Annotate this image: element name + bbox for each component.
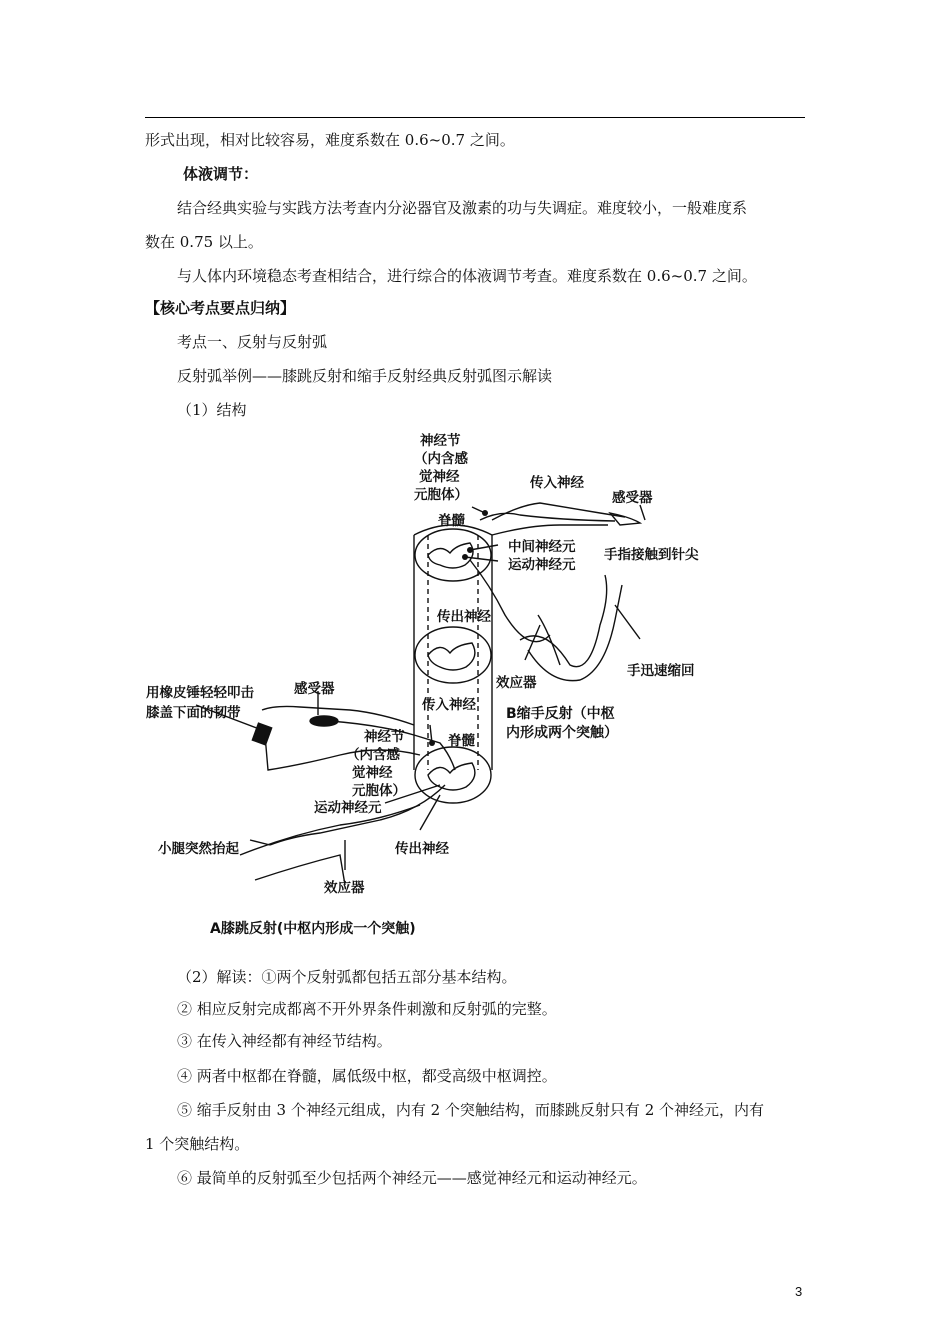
after-line-2: ② 相应反射完成都离不开外界条件刺激和反射弧的完整。 — [177, 1000, 557, 1018]
b-inter-label: 中间神经元 — [508, 539, 576, 555]
a-hammer-label-0: 用橡皮锤轻轻叩击 — [146, 685, 254, 701]
text-line-5: 与人体内环境稳态考查相结合，进行综合的体液调节考查。难度系数在 0.6~0.7 之间。 — [177, 267, 757, 285]
b-motor-label: 运动神经元 — [508, 557, 576, 573]
page-number: 3 — [795, 1284, 803, 1299]
a-ganglion-label-2: 觉神经 — [352, 765, 393, 781]
reflex-arc-figure — [0, 425, 950, 945]
b-afferent-label: 传入神经 — [530, 475, 584, 491]
b-withdraw-label: 手迅速缩回 — [627, 663, 695, 679]
b-efferent-label: 传出神经 — [437, 609, 491, 625]
section-heading-humoral: 体液调节： — [183, 165, 259, 183]
after-line-6: 1 个突触结构。 — [145, 1135, 250, 1153]
after-line-4: ④ 两者中枢都在脊髓，属低级中枢，都受高级中枢调控。 — [177, 1067, 557, 1085]
text-line-9: （1）结构 — [177, 401, 247, 419]
text-line-8: 反射弧举例——膝跳反射和缩手反射经典反射弧图示解读 — [177, 367, 553, 385]
b-caption-0: B缩手反射（中枢 — [506, 706, 615, 722]
b-ganglion-label-0: 神经节 — [420, 433, 461, 449]
header-rule — [145, 117, 805, 118]
text-line-4: 数在 0.75 以上。 — [145, 233, 263, 251]
text-line-7: 考点一、反射与反射弧 — [177, 333, 328, 351]
a-receptor-label: 感受器 — [294, 681, 335, 697]
text-line-1: 形式出现，相对比较容易，难度系数在 0.6~0.7 之间。 — [145, 131, 515, 149]
b-finger-label: 手指接触到针尖 — [604, 547, 699, 563]
b-ganglion-label-1: （内含感 — [414, 451, 468, 467]
a-afferent-label: 传入神经 — [422, 697, 476, 713]
after-line-3: ③ 在传入神经都有神经节结构。 — [177, 1032, 392, 1050]
a-effector-label: 效应器 — [324, 880, 365, 896]
a-motor-label: 运动神经元 — [314, 800, 382, 816]
a-efferent-label: 传出神经 — [395, 841, 449, 857]
a-caption: A膝跳反射(中枢内形成一个突触) — [210, 921, 416, 937]
after-line-7: ⑥ 最简单的反射弧至少包括两个神经元——感觉神经元和运动神经元。 — [177, 1169, 647, 1187]
b-ganglion-label-3: 元胞体） — [414, 487, 468, 503]
text-line-3: 结合经典实验与实践方法考查内分泌器官及激素的功与失调症。难度较小，一般难度系 — [177, 199, 748, 217]
a-ganglion-label-1: （内含感 — [346, 747, 400, 763]
a-ganglion-label-3: 元胞体） — [352, 783, 406, 799]
b-spinal-label: 脊髓 — [438, 513, 465, 529]
after-line-1: （2）解读：①两个反射弧都包括五部分基本结构。 — [177, 968, 517, 986]
b-receptor-label: 感受器 — [612, 490, 653, 506]
a-calf-label: 小腿突然抬起 — [158, 841, 239, 857]
b-caption-1: 内形成两个突触） — [506, 725, 618, 741]
b-effector-label: 效应器 — [496, 675, 537, 691]
b-ganglion-label-2: 觉神经 — [419, 469, 460, 485]
a-hammer-label-1: 膝盖下面的韧带 — [146, 705, 241, 721]
a-spinal-label: 脊髓 — [448, 733, 475, 749]
section-heading-core: 【核心考点要点归纳】 — [145, 299, 296, 317]
after-line-5: ⑤ 缩手反射由 3 个神经元组成，内有 2 个突触结构，而膝跳反射只有 2 个神经元，内有 — [177, 1101, 765, 1119]
a-ganglion-label-0: 神经节 — [364, 729, 405, 745]
